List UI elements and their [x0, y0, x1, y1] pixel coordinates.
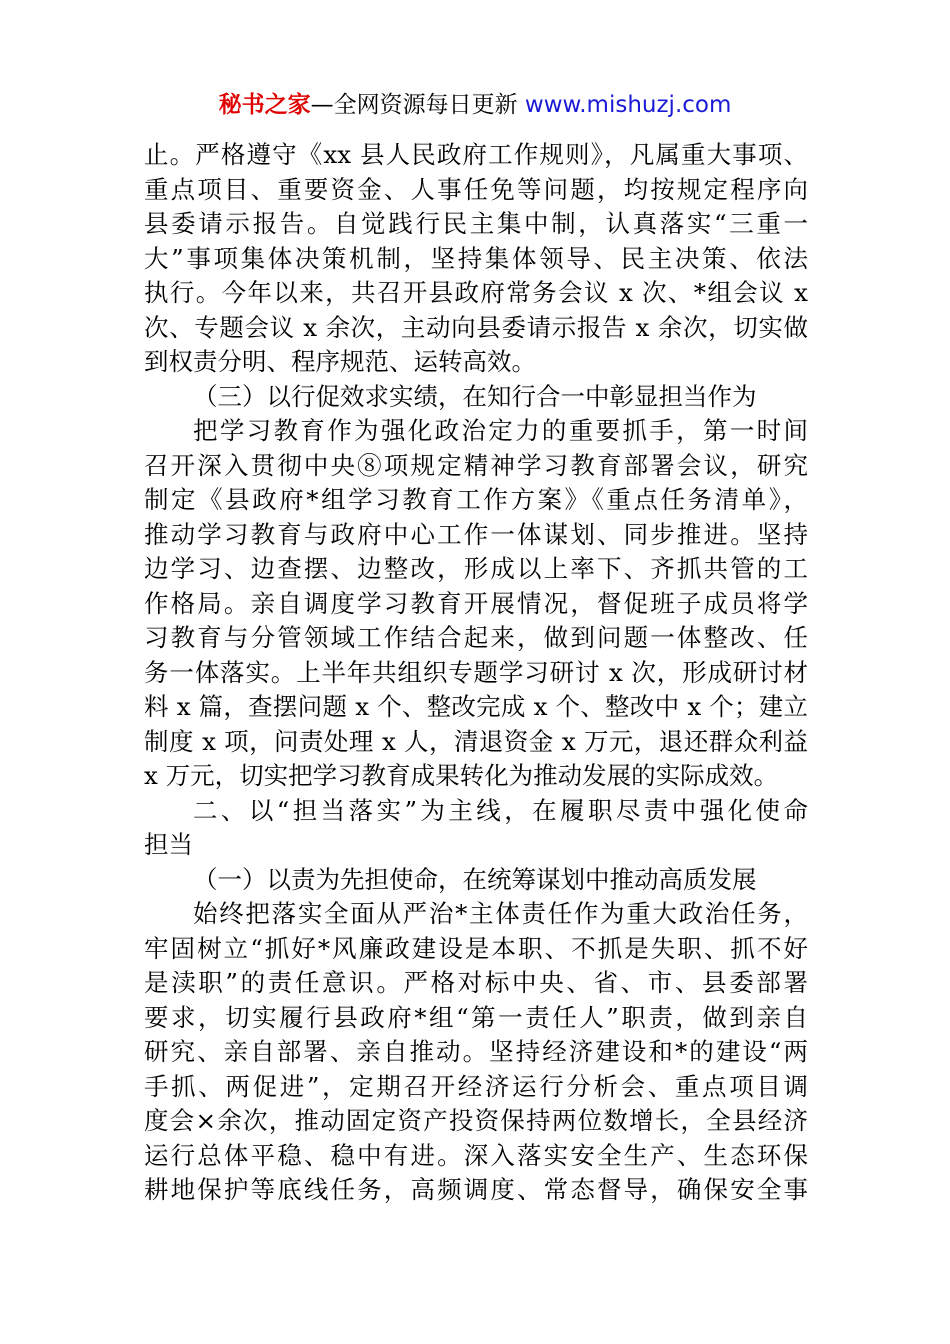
body-line: 召开深入贯彻中央⑧项规定精神学习教育部署会议，研究: [144, 450, 808, 480]
body-line: 研究、亲自部署、亲自推动。坚持经济建设和*的建设“两: [144, 1037, 808, 1066]
site-url-link[interactable]: www.mishuzj.com: [524, 92, 732, 118]
site-watermark-header: [0, 88, 950, 122]
body-line: 推动学习教育与政府中心工作一体谋划、同步推进。坚持: [144, 519, 808, 549]
body-line: 制定《县政府*组学习教育工作方案》《重点任务清单》，: [144, 485, 808, 514]
site-brand: 秘书之家: [218, 92, 311, 118]
body-line: 度会×余次，推动固定资产投资保持两位数增长，全县经济: [144, 1106, 808, 1135]
body-line: 到权责分明、程序规范、运转高效。: [144, 347, 536, 376]
section-heading: 担当: [144, 830, 193, 859]
body-line: 耕地保护等底线任务，高频调度、常态督导，确保安全事: [144, 1175, 808, 1204]
section-heading: （一）以责为先担使命，在统筹谋划中推动高质发展: [193, 864, 757, 894]
body-line: 牢固树立“抓好*风廉政建设是本职、不抓是失职、抓不好: [144, 933, 808, 963]
body-line: 县委请示报告。自觉践行民主集中制，认真落实“三重一: [144, 209, 808, 238]
site-tagline: —全网资源每日更新: [310, 92, 525, 118]
body-line: 习教育与分管领域工作结合起来，做到问题一体整改、任: [144, 623, 808, 652]
body-line: 要求，切实履行县政府*组“第一责任人”职责，做到亲自: [144, 1002, 808, 1032]
body-line: 次、专题会议 x 余次，主动向县委请示报告 x 余次，切实做: [144, 312, 808, 342]
body-line: 把学习教育作为强化政治定力的重要抓手，第一时间: [193, 416, 808, 445]
body-line: x 万元，切实把学习教育成果转化为推动发展的实际成效。: [144, 761, 779, 790]
body-line: 手抓、两促进”，定期召开经济运行分析会、重点项目调: [144, 1071, 808, 1101]
body-line: 是渎职”的责任意识。严格对标中央、省、市、县委部署: [144, 968, 808, 997]
body-line: 重点项目、重要资金、人事任免等问题，均按规定程序向: [144, 174, 808, 204]
body-line: 止。严格遵守《xx 县人民政府工作规则》，凡属重大事项、: [144, 140, 808, 169]
body-line: 大”事项集体决策机制，坚持集体领导、民主决策、依法: [144, 243, 808, 273]
body-line: 执行。今年以来，共召开县政府常务会议 x 次、*组会议 x: [144, 278, 808, 307]
body-line: 料 x 篇，查摆问题 x 个、整改完成 x 个、整改中 x 个；建立: [144, 692, 808, 721]
body-line: 制度 x 项，问责处理 x 人，清退资金 x 万元，退还群众利益: [144, 726, 808, 756]
body-line: 务一体落实。上半年共组织专题学习研讨 x 次，形成研讨材: [144, 657, 808, 687]
body-line: 始终把落实全面从严治*主体责任作为重大政治任务，: [193, 899, 808, 928]
document-body: [144, 138, 808, 1208]
body-line: 运行总体平稳、稳中有进。深入落实安全生产、生态环保: [144, 1140, 808, 1170]
body-line: 边学习、边查摆、边整改，形成以上率下、齐抓共管的工: [144, 554, 808, 583]
section-heading: 二、以“担当落实”为主线，在履职尽责中强化使命: [193, 795, 808, 825]
section-heading: （三）以行促效求实绩，在知行合一中彰显担当作为: [193, 381, 757, 411]
body-line: 作格局。亲自调度学习教育开展情况，督促班子成员将学: [144, 588, 808, 618]
